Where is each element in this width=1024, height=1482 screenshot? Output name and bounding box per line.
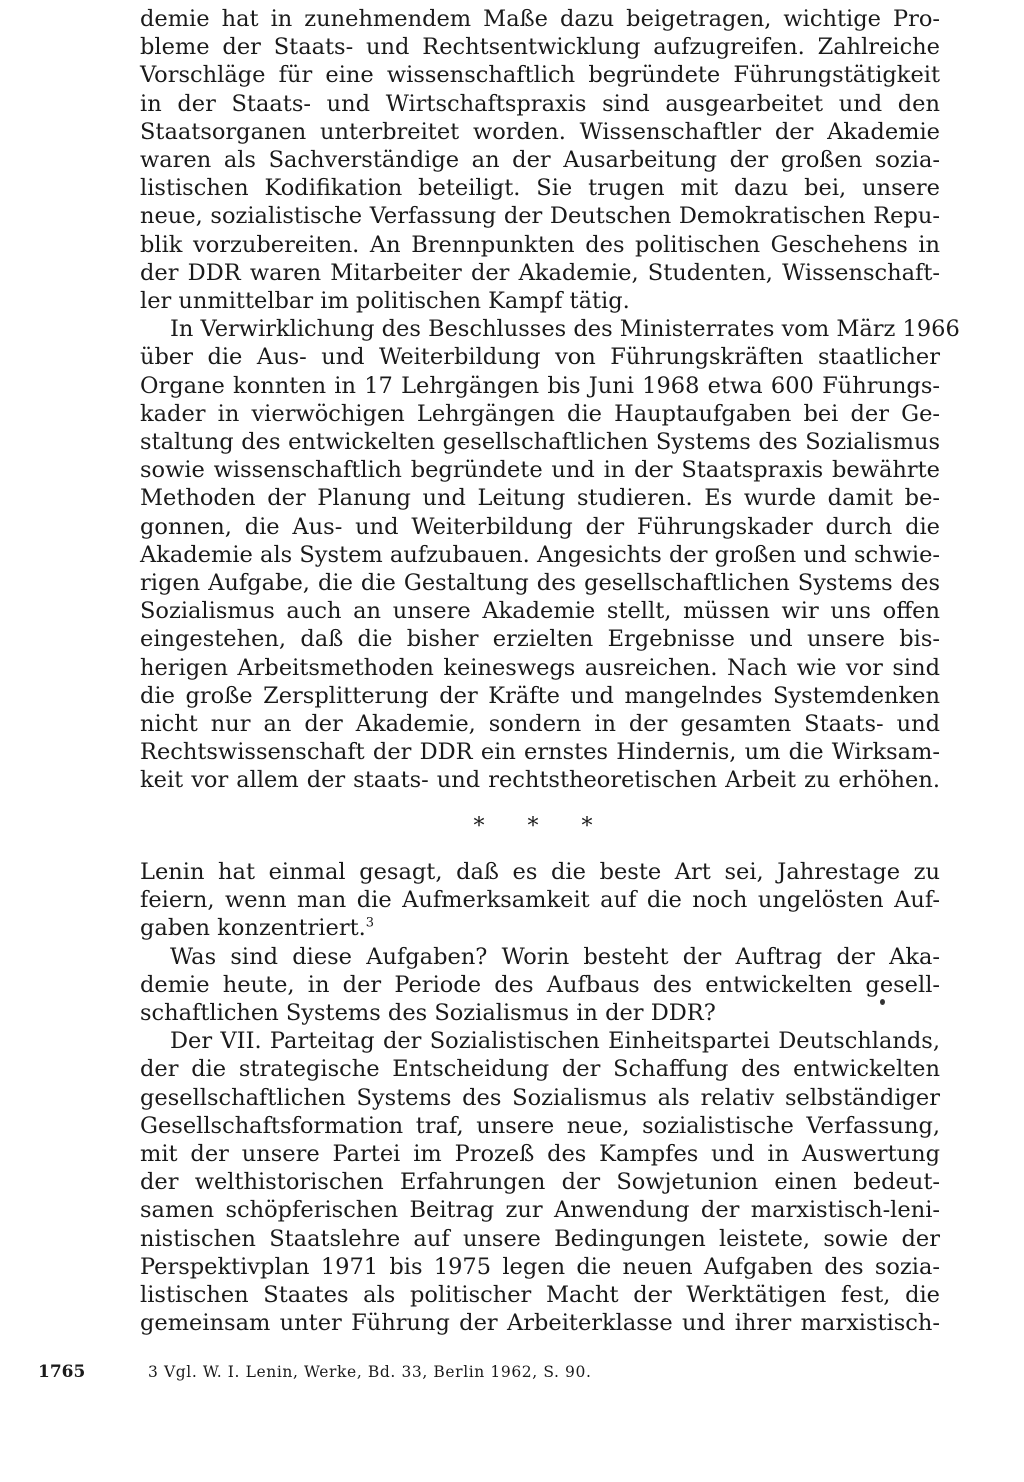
text-line: die große Zersplitterung der Kräfte und mangelndes Systemdenken <box>140 682 940 709</box>
text-line: Gesellschaftsformation traf, unsere neue, sozialistische Verfassung, <box>140 1112 940 1139</box>
text-line: ler unmittelbar im politischen Kampf tätig. <box>140 288 630 315</box>
text-block-lower <box>140 858 940 1337</box>
text-line: staltung des entwickelten gesellschaftlichen Systems des Sozialismus <box>140 429 940 456</box>
text-line: sowie wissenschaftlich begründete und in der Staatspraxis bewährte <box>140 457 940 484</box>
text-line: Rechtswissenschaft der DDR ein ernstes Hindernis, um die Wirksam- <box>140 739 940 766</box>
text-line: gonnen, die Aus- und Weiterbildung der Führungskader durch die <box>140 513 940 540</box>
text-line: der welthistorischen Erfahrungen der Sowjetunion einen bedeut- <box>140 1169 940 1196</box>
text-line: nistischen Staatslehre auf unsere Bedingungen leistete, sowie der <box>140 1225 940 1252</box>
text-line: gaben konzentriert. <box>140 915 366 942</box>
text-line: mit der unsere Partei im Prozeß des Kampfes und in Auswertung <box>140 1141 940 1168</box>
text-block-upper <box>140 5 960 795</box>
text-line: rigen Aufgabe, die die Gestaltung des gesellschaftlichen Systems des <box>140 570 940 597</box>
text-line: listischen Kodifikation beteiligt. Sie trugen mit dazu bei, unsere <box>140 175 940 202</box>
text-line: der DDR waren Mitarbeiter der Akademie, Studenten, Wissenschaft- <box>140 259 940 286</box>
text-line: herigen Arbeitsmethoden keineswegs ausreichen. Nach wie vor sind <box>140 654 940 681</box>
text-line: keit vor allem der staats- und rechtstheoretischen Arbeit zu erhöhen. <box>140 767 940 794</box>
page-footer <box>0 1362 1024 1392</box>
text-line: gesellschaftlichen Systems des Sozialismus als relativ selbständiger <box>140 1084 940 1111</box>
text-line: Vorschläge für eine wissenschaftlich begründete Führungstätigkeit <box>140 62 940 89</box>
text-line: demie hat in zunehmendem Maße dazu beigetragen, wichtige Pro- <box>140 6 940 32</box>
text-line: Perspektivplan 1971 bis 1975 legen die neuen Aufgaben des sozia- <box>140 1253 940 1280</box>
footnote: 3 Vgl. W. I. Lenin, Werke, Bd. 33, Berlin 1962, S. 90. <box>148 1363 592 1381</box>
text-line: neue, sozialistische Verfassung der Deutschen Demokratischen Repu- <box>140 203 940 230</box>
text-line: blik vorzubereiten. An Brennpunkten des politischen Geschehens in <box>140 231 940 258</box>
text-line: nicht nur an der Akademie, sondern in der gesamten Staats- und <box>140 711 940 738</box>
text-line: listischen Staates als politischer Macht der Werktätigen fest, die <box>140 1282 940 1309</box>
text-line: waren als Sachverständige an der Ausarbeitung der großen sozia- <box>140 147 940 174</box>
footnote-reference: 3 <box>365 915 375 931</box>
text-line: In Verwirklichung des Beschlusses des Ministerrates vom März 1966 <box>170 316 960 343</box>
text-line: Was sind diese Aufgaben? Worin besteht der Auftrag der Aka- <box>170 943 940 970</box>
text-line: kader in vierwöchigen Lehrgängen die Hauptaufgaben bei der Ge- <box>140 400 940 427</box>
text-line: in der Staats- und Wirtschaftspraxis sind ausgearbeitet und den <box>140 90 940 117</box>
text-line: der die strategische Entscheidung der Schaffung des entwickelten <box>140 1056 940 1083</box>
text-line: feiern, wenn man die Aufmerksamkeit auf die noch ungelösten Auf- <box>140 887 940 914</box>
text-line: Akademie als System aufzubauen. Angesichts der großen und schwie- <box>140 541 940 568</box>
text-line: gemeinsam unter Führung der Arbeiterklasse und ihrer marxistisch- <box>140 1310 940 1337</box>
text-line: samen schöpferischen Beitrag zur Anwendung der marxistisch-leni- <box>140 1197 940 1224</box>
text-line: über die Aus- und Weiterbildung von Führungskräften staatlicher <box>140 344 940 371</box>
text-line: Sozialismus auch an unsere Akademie stellt, müssen wir uns offen <box>140 598 940 625</box>
text-line: Der VII. Parteitag der Sozialistischen Einheitspartei Deutschlands, <box>170 1028 940 1055</box>
text-line: Lenin hat einmal gesagt, daß es die beste Art sei, Jahrestage zu <box>140 859 940 885</box>
text-line: demie heute, in der Periode des Aufbaus des entwickelten gesell- <box>140 971 940 998</box>
ink-speck <box>880 999 885 1005</box>
text-line: schaftlichen Systems des Sozialismus in der DDR? <box>140 1000 716 1027</box>
text-line: eingestehen, daß die bisher erzielten Ergebnisse und unsere bis- <box>140 626 940 653</box>
text-line: bleme der Staats- und Rechtsentwicklung aufzugreifen. Zahlreiche <box>140 34 940 61</box>
text-line: Organe konnten in 17 Lehrgängen bis Juni 1968 etwa 600 Führungs- <box>140 372 940 399</box>
text-line: Staatsorganen unterbreitet worden. Wissenschaftler der Akademie <box>140 118 940 145</box>
section-divider: * * * <box>473 814 611 839</box>
text-line-with-footnote <box>140 914 940 942</box>
page-number: 1765 <box>38 1362 86 1382</box>
text-line: Methoden der Planung und Leitung studieren. Es wurde damit be- <box>140 485 940 512</box>
